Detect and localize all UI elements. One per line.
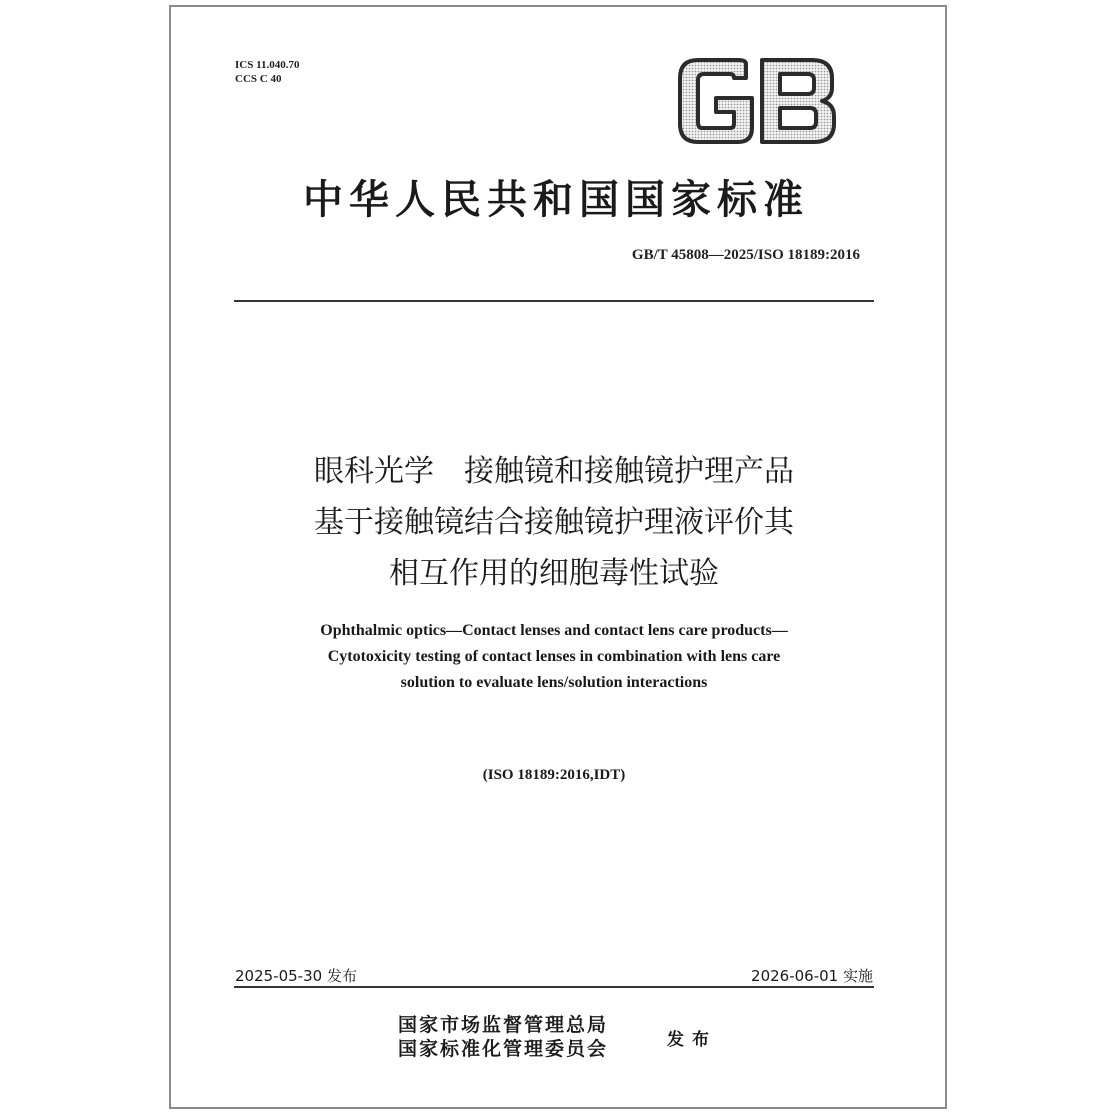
chinese-title-line: 相互作用的细胞毒性试验 [389,556,719,591]
publish-label: 发布 [667,1030,717,1050]
standard-number: GB/T 45808—2025/ISO 18189:2016 [631,247,860,263]
footer-divider [234,986,874,988]
classification-codes [235,58,300,86]
issue-date: 2025-05-30 发布 [235,967,357,985]
english-title [234,618,874,696]
implementation-date: 2026-06-01 实施 [751,967,873,985]
issuing-authorities [398,1013,608,1061]
ccs-code: CCS C 40 [235,73,282,85]
issuer-line: 国家标准化管理委员会 [398,1038,609,1060]
english-title-line: solution to evaluate lens/solution interactions [400,674,708,691]
gb-logo-icon [676,58,836,144]
english-title-line: Ophthalmic optics—Contact lenses and contact lens care products— [320,622,788,639]
identical-adoption-note: (ISO 18189:2016,IDT) [482,767,626,783]
ics-code: ICS 11.040.70 [235,59,300,71]
english-title-line: Cytotoxicity testing of contact lenses in combination with lens care [327,648,781,665]
header-divider [234,300,874,302]
chinese-title-line: 基于接触镜结合接触镜护理液评价其 [314,505,794,540]
issuer-line: 国家市场监督管理总局 [398,1014,609,1036]
chinese-title [234,446,874,599]
chinese-title-line: 眼科光学 接触镜和接触镜护理产品 [314,454,794,489]
national-standard-title: 中华人民共和国国家标准 [303,176,809,223]
